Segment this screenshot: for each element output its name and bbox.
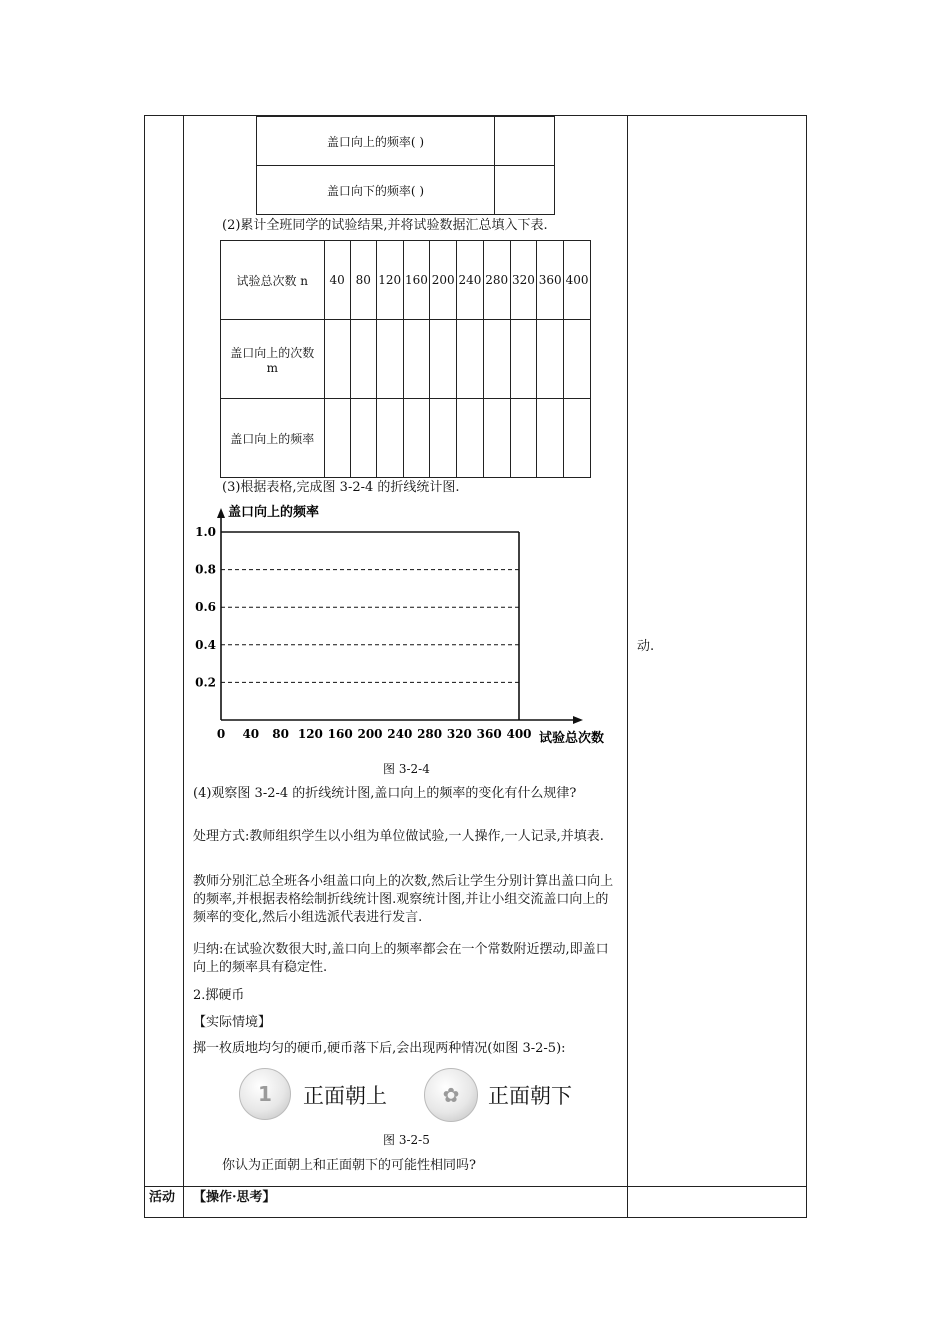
x-tick-label: 280 [417,727,443,741]
col-header: 80 [350,241,376,320]
coin-tails-label: 正面朝下 [488,1084,572,1108]
top-row-up-value [495,117,555,166]
top-frequency-table [256,116,555,215]
blank-cell [376,399,403,478]
top-row-down-label: 盖口向下的频率( ) [257,166,495,215]
step-3-text: (3)根据表格,完成图 3-2-4 的折线统计图. [222,480,460,495]
right-column-note: 动. [637,639,655,654]
y-tick-label: 0.2 [195,675,216,690]
x-tick-label: 360 [476,727,502,741]
context-title: 【实际情境】 [193,1015,272,1030]
col-header: 400 [564,241,591,320]
x-tick-label: 200 [357,727,383,741]
coin-heads-label: 正面朝上 [303,1084,387,1108]
col-header: 320 [510,241,537,320]
x-tick-label: 240 [387,727,413,741]
y-axis-label: 盖口向上的频率 [228,505,320,520]
coin-heads-image [239,1068,291,1120]
blank-cell [350,399,376,478]
blank-cell [403,399,430,478]
x-tick-label: 320 [446,727,472,741]
y-axis-arrow [217,508,225,518]
activity-label: 活动 [149,1190,176,1205]
blank-cell [403,320,430,399]
teacher-text: 教师分别汇总全班各小组盖口向上的次数,然后让学生分别计算出盖口向上的频率,并根据表格绘制折线统计图.观察统计图,并让小组交流盖口向上的频率的变化,然后小组选派代表进行发言. [193,874,614,925]
col-header: 240 [457,241,484,320]
blank-cell [537,320,564,399]
x-tick-label: 160 [327,727,353,741]
step-2-text: (2)累计全班同学的试验结果,并将试验数据汇总填入下表. [222,218,548,233]
y-tick-label: 1.0 [195,525,216,539]
blank-cell [564,399,591,478]
y-tick-label: 0.8 [195,562,216,577]
col-header: 360 [537,241,564,320]
row-label-count-line2: m [266,360,278,375]
x-tick-label: 400 [506,727,532,741]
blank-cell [564,320,591,399]
x-axis-arrow [573,716,583,724]
blank-cell [430,320,457,399]
blank-cell [376,320,403,399]
activity-content: 【操作·思考】 [193,1190,276,1205]
blank-cell [483,320,510,399]
row-label-count-line1: 盖口向上的次数 [230,345,315,360]
col-header: 280 [483,241,510,320]
context-text: 掷一枚质地均匀的硬币,硬币落下后,会出现两种情况(如图 3-2-5): [193,1041,566,1056]
x-tick-label: 0 [216,727,226,741]
step-4-text: (4)观察图 3-2-4 的折线统计图,盖口向上的频率的变化有什么规律? [193,786,577,801]
method-text: 处理方式:教师组织学生以小组为单位做试验,一人操作,一人记录,并填表. [193,829,604,844]
coin-tails-glyph: ✿ [442,1083,460,1107]
summary-text: 归纳:在试验次数很大时,盖口向上的频率都会在一个常数附近摆动,即盖口向上的频率具有稳定性. [193,942,609,975]
column-divider-left [183,115,184,1218]
x-tick-label: 80 [272,727,289,741]
row-label-count [221,320,325,399]
col-header: 200 [430,241,457,320]
coin-heads-glyph: 1 [258,1082,272,1106]
x-tick-label: 40 [242,727,260,741]
col-header: 40 [324,241,350,320]
blank-cell [483,399,510,478]
coin-tails-image [424,1068,478,1122]
col-header: 160 [403,241,430,320]
row-label-frequency: 盖口向上的频率 [221,399,325,478]
col-header: 120 [376,241,403,320]
blank-cell [430,399,457,478]
column-divider-right [627,115,628,1218]
blank-cell [457,320,484,399]
trial-data-table [220,240,591,478]
top-row-up-label: 盖口向上的频率( ) [257,117,495,166]
figure-caption-3-2-5: 图 3-2-5 [383,1133,430,1147]
blank-cell [324,399,350,478]
x-tick-label: 120 [297,727,323,741]
frequency-line-chart [190,498,620,758]
x-axis-label: 试验总次数 [539,731,605,746]
y-tick-label: 0.4 [195,637,216,652]
figure-caption-3-2-4: 图 3-2-4 [383,762,430,776]
header-cell-n: 试验总次数 n [221,241,325,320]
blank-cell [537,399,564,478]
blank-cell [457,399,484,478]
question-text: 你认为正面朝上和正面朝下的可能性相同吗? [222,1158,476,1173]
blank-cell [324,320,350,399]
y-tick-label: 0.6 [195,600,216,615]
section-2-title: 2.掷硬币 [193,988,245,1003]
row-divider [144,1186,807,1187]
top-row-down-value [495,166,555,215]
blank-cell [510,320,537,399]
blank-cell [350,320,376,399]
blank-cell [510,399,537,478]
